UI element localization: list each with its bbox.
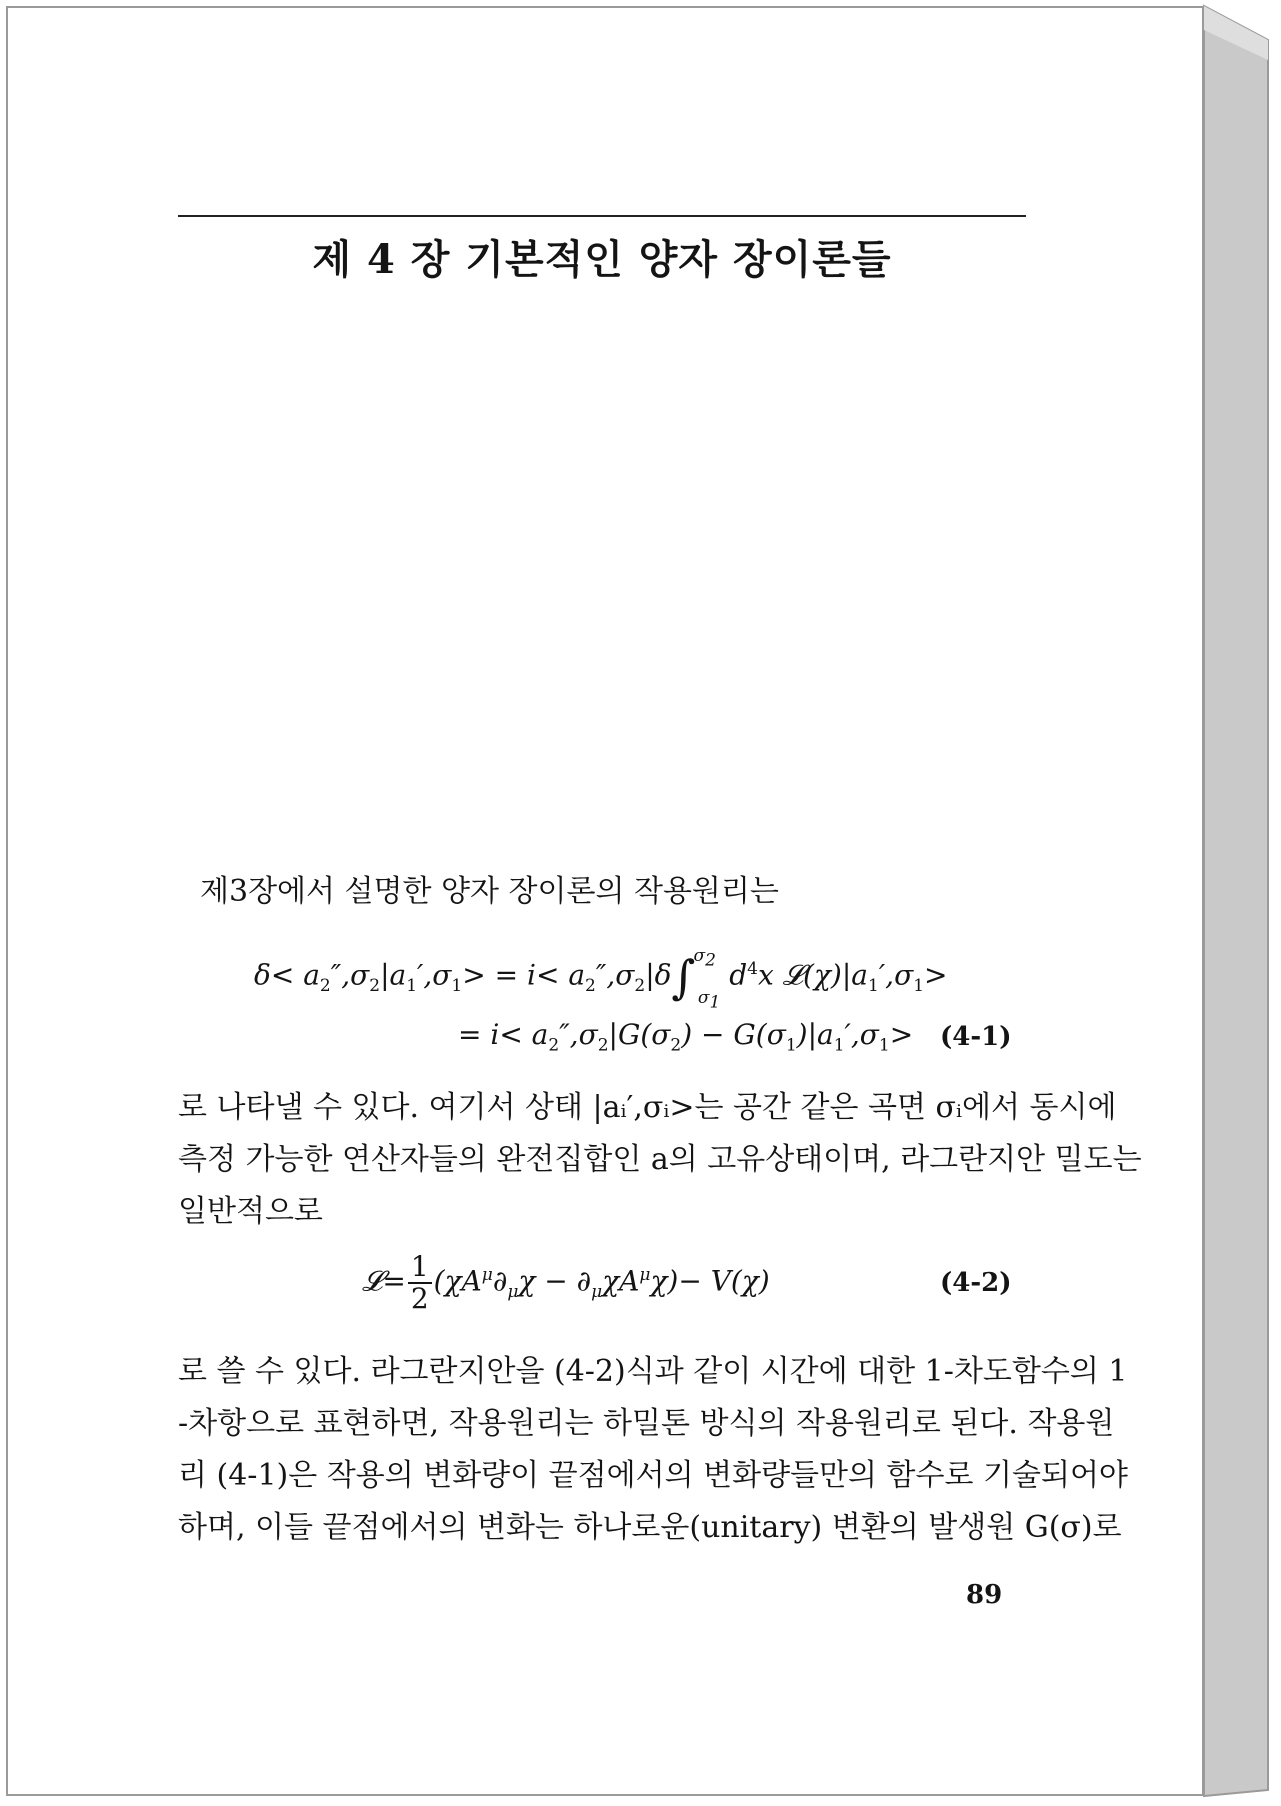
intro-text: 제3장에서 설명한 양자 장이론의 작용원리는	[200, 874, 779, 909]
equation-4-2: 𝓛= $\frac{1}{2}$ $(\chi A^\mu\partial_\mu\chi - \partial_\mu\chi A^\mu\chi)- V(\chi)$	[362, 1250, 770, 1315]
equation-number-4-2: (4-2)	[940, 1268, 1012, 1298]
paragraph-2-line-3: 리 (4-1)은 작용의 변화량이 끝점에서의 변화량들만의 함수로 기술되어야	[178, 1458, 1128, 1493]
equation-4-1-line-1: $\delta< a_2'',\sigma_2|a_1',\sigma_1> = i< a_2'',\sigma_2|\delta\int^{\sigma_2}_{\sigma_1}$ $d^4x$ $𝓛(\chi)|a_1',\sigma_1>$	[254, 945, 948, 1012]
paragraph-2-line-2: -차항으로 표현하면, 작용원리는 하밀톤 방식의 작용원리로 된다. 작용원	[178, 1406, 1115, 1441]
equation-number-4-1: (4-1)	[940, 1022, 1012, 1052]
equation-4-1-line-2: = $i< a_2'',\sigma_2|G(\sigma_2) - G(\sigma_1)|a_1',\sigma_1>$	[458, 1018, 914, 1056]
page-number: 89	[966, 1580, 1003, 1610]
paragraph-1-line-1: 로 나타낼 수 있다. 여기서 상태 |aᵢ′,σᵢ>는 공간 같은 곡면 σᵢ에서 동시에	[178, 1090, 1117, 1125]
intro-paragraph	[200, 866, 960, 918]
chapter-title: 제 4 장 기본적인 양자 장이론들	[312, 236, 892, 283]
paragraph-2-line-4: 하며, 이들 끝점에서의 변화는 하나로운(unitary) 변환의 발생원 G(σ)로	[178, 1510, 1122, 1545]
paragraph-1-line-3: 일반적으로	[178, 1194, 323, 1229]
paragraph-1	[178, 1082, 1142, 1238]
paragraph-2-line-1: 로 쓸 수 있다. 라그란지안을 (4-2)식과 같이 시간에 대한 1-차도함수의 1	[178, 1354, 1128, 1389]
paragraph-2	[178, 1346, 1128, 1554]
chapter-rule	[178, 215, 1026, 217]
paragraph-1-line-2: 측정 가능한 연산자들의 완전집합인 a의 고유상태이며, 라그란지안 밀도는	[178, 1142, 1142, 1177]
